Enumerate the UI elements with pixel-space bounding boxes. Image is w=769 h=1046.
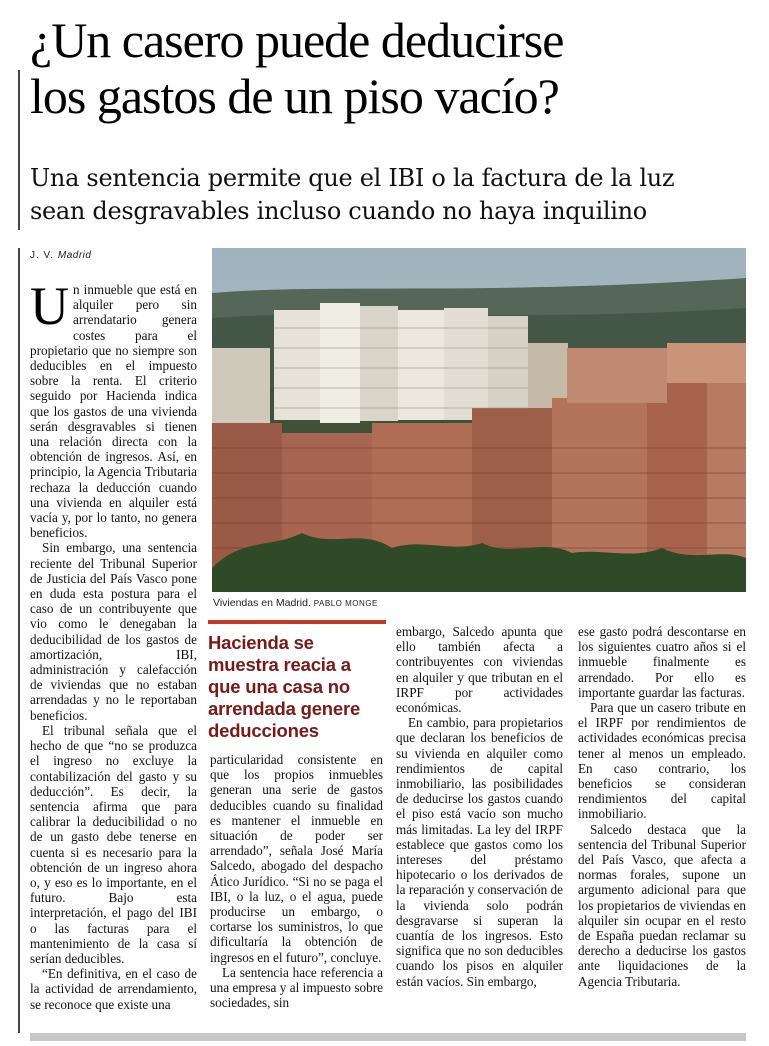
subhead-line-2: sean desgravables incluso cuando no haya inquilino — [30, 197, 647, 225]
paragraph-8: En cambio, para propietarios que declaran los beneficios de su vivienda en alquiler como rendimientos de capital inmobiliario, las posibilidades de deducirse los gastos cuando el piso está vacío son mucho más limitadas. La ley del IRPF establece que gastos como los intereses del préstamo hipotecario o los derivados de la reparación y conservación de la vivienda solo podrán desgravarse si superan la cuantía de los ingresos. Esto significa que no son deducibles cuando los pisos en alquiler están vacíos. Sin embargo, — [396, 715, 563, 989]
headline-line-1: ¿Un casero puede deducirse — [30, 12, 564, 68]
photo-caption — [213, 597, 378, 609]
column-1 — [30, 276, 197, 1012]
left-rule-bottom — [18, 248, 20, 1033]
headline-line-2: los gastos de un piso vacío? — [30, 68, 559, 124]
headline — [30, 12, 760, 124]
drop-cap: U — [30, 276, 69, 336]
photo-madrid-housing — [212, 248, 746, 592]
paragraph-10: Para que un casero tribute en el IRPF por rendimientos de actividades económicas precisa tener al menos un empleado. En caso contrario, los beneficios se consideran rendimientos del capital inmobiliario. — [578, 700, 746, 822]
paragraph-2: Sin embargo, una sentencia reciente del Tribunal Superior de Justicia del País Vasco pone en duda esta postura para el caso de un contribuyente que vio como le denegaban la deducibilidad de los gastos de amortización, IBI, administración y calefacción de viviendas que no estaban arrendadas y no le reportaban beneficios. — [30, 540, 197, 723]
byline — [30, 250, 91, 261]
left-rule-top — [18, 70, 20, 230]
byline-author: J. V. — [30, 250, 55, 261]
paragraph-1: Un inmueble que está en alquiler pero sin arrendatario genera costes para el propietario que no siempre son deducibles en el impuesto sobre la renta. El criterio seguido por Hacienda indica que los gastos de una vivienda serán desgravables si tienen una relación directa con la obtención de ingresos. Así, en principio, la Agencia Tributaria rechaza la deducción cuando una vivienda en alquiler está vacía y, por lo tanto, no genera beneficios. — [30, 276, 197, 541]
byline-place: Madrid — [57, 250, 92, 261]
column-4 — [578, 624, 746, 989]
paragraph-6: La sentencia hace referencia a una empresa y al impuesto sobre sociedades, sin — [210, 964, 383, 1011]
column-3 — [396, 624, 563, 989]
subheadline — [30, 162, 760, 228]
paragraph-5: particularidad consistente en que los propios inmuebles generan una serie de gastos deducibles cuando su finalidad es mantener el inmueble en situación de poder ser arrendado”, señala José María Salcedo, abogado del despacho Ático Jurídico. “Si no se paga el IBI, o la luz, o el agua, puede producirse un embargo, o cortarse los suministros, lo que dificultaría la obtención de ingresos en el futuro”, concluye. — [210, 752, 383, 965]
column-2 — [210, 752, 383, 1010]
paragraph-11: Salcedo destaca que la sentencia del Tribunal Superior del País Vasco, que afecta a normas forales, supone un argumento adicional para que los propietarios de viviendas en alquiler sin ocupar en el resto de España puedan reclamar su derecho a deducirse los gastos ante liquidaciones de la Agencia Tributaria. — [578, 821, 746, 989]
paragraph-4: “En definitiva, en el caso de la actividad de arrendamiento, se reconoce que existe una — [30, 966, 197, 1012]
caption-text: Viviendas en Madrid. — [213, 597, 311, 609]
paragraph-3: El tribunal señala que el hecho de que “no se produzca el ingreso no excluye la contabilización del gasto y su deducción”. Es decir, la sentencia afirma que para calibrar la deducibilidad o no de un gasto debe tenerse en cuenta si es necesario para la obtención de un ingreso ahora o, y eso es lo importante, en el futuro. Bajo esta interpretación, el pago del IBI o las facturas para el mantenimiento de la casa sí serían deducibles. — [30, 722, 197, 966]
subhead-line-1: Una sentencia permite que el IBI o la factura de la luz — [30, 164, 675, 192]
photo-credit: PABLO MONGE — [313, 599, 378, 608]
paragraph-7: embargo, Salcedo apunta que ello también afecta a contribuyentes con viviendas en alquiler y que tributan en el IRPF por actividades económicas. — [396, 624, 563, 716]
pull-quote: Hacienda se muestra reacia a que una casa no arrendada genere deducciones — [208, 620, 386, 742]
photo-illustration — [212, 248, 746, 592]
paragraph-9: ese gasto podrá descontarse en los siguientes cuatro años si el inmueble finalmente es arrendado. Por ello es importante guardar las facturas. — [578, 624, 746, 700]
bottom-bar — [30, 1033, 746, 1041]
